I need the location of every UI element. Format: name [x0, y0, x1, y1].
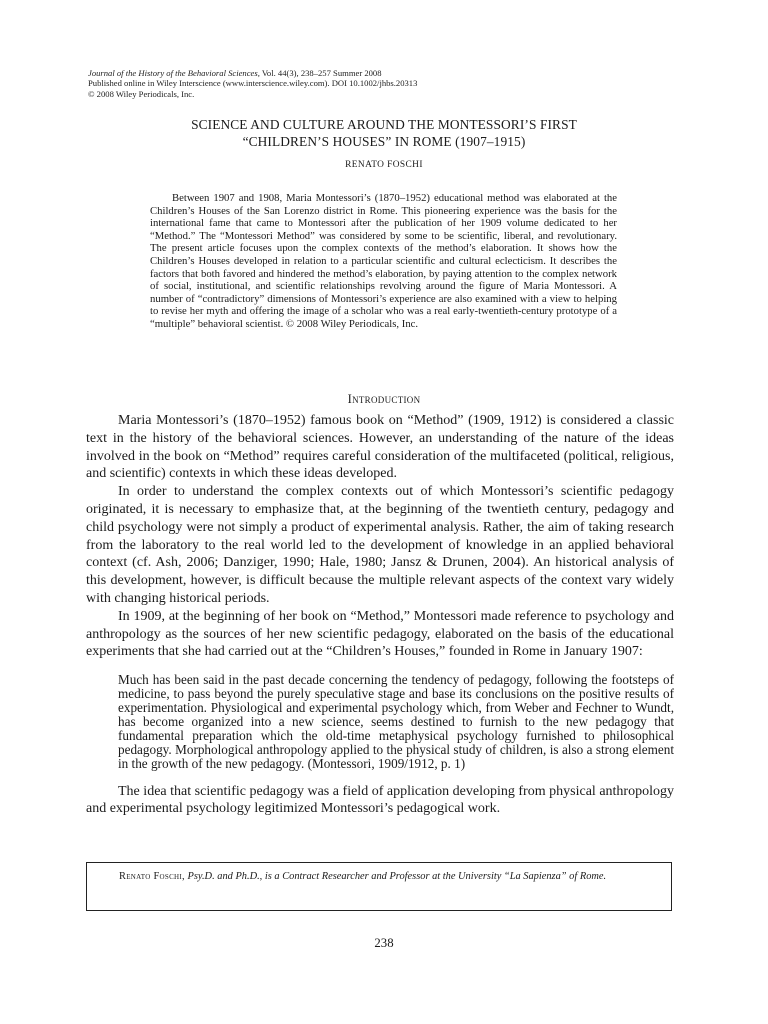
author-footnote	[86, 862, 672, 911]
section-heading: Introduction	[347, 392, 421, 406]
paragraph-1: Maria Montessori’s (1870–1952) famous book on “Method” (1909, 1912) is considered a classic text in the history of the behavioral sciences. However, an understanding of the nature of the ideas involved in the book on “Method” requires careful consideration of the multifaceted (political, religious, and scientific) contexts in which these ideas developed.	[86, 413, 674, 482]
journal-volume: Vol. 44(3), 238–257 Summer 2008	[259, 68, 382, 78]
author-name: RENATO FOSCHI	[345, 160, 423, 170]
copyright-line: © 2008 Wiley Periodicals, Inc.	[88, 88, 195, 99]
paragraph-3: In 1909, at the beginning of her book on “Method,” Montessori made reference to psychology and anthropology as the sources of her new scientific pedagogy, elaborated on the basis of the educational experiments that she had carried out at the “Children’s Houses,” founded in Rome in January 1907:	[86, 608, 674, 660]
journal-citation	[88, 68, 688, 78]
footnote-author-name: Renato Foschi,	[119, 871, 185, 882]
journal-header	[88, 68, 688, 99]
article-body	[86, 412, 674, 818]
paragraph-2: In order to understand the complex contexts out of which Montessori’s scientific pedagogy originated, it is necessary to emphasize that, at the beginning of the twentieth century, pedagogy and child psychology were not simply a product of experimental analysis. Rather, the aim of taking research from the laboratory to the real world led to the development of knowledge in an applied behavioral context (cf. Ash, 2006; Danziger, 1990; Hale, 1980; Jansz & Drunen, 2004). An historical analysis of this development, however, is difficult because the multiple relevant aspects of the context vary widely with changing historical periods.	[86, 484, 674, 606]
paragraph-4: The idea that scientific pedagogy was a field of application developing from physical anthropology and experimental psychology legitimized Montessori’s pedagogical work.	[86, 783, 674, 817]
article-title	[88, 117, 680, 150]
title-line-1: SCIENCE AND CULTURE AROUND THE MONTESSORI’S FIRST	[191, 117, 577, 132]
page-number: 238	[374, 936, 394, 950]
journal-name: Journal of the History of the Behavioral Sciences,	[88, 68, 260, 78]
footnote-text: Psy.D. and Ph.D., is a Contract Researcher and Professor at the University “La Sapienza” of Rome.	[184, 871, 607, 882]
abstract-text: Between 1907 and 1908, Maria Montessori’s (1870–1952) educational method was elaborated at the Children’s Houses of the San Lorenzo district in Rome. This pioneering experience was the basis for the international fame that came to Montessori after the publication of her 1909 volume dedicated to her “Method.” The “Montessori Method” was considered by some to be scientific, liberal, and revolutionary. The present article focuses upon the complex contexts of the method’s elaboration. It shows how the Children’s Houses developed in relation to a particular scientific and cultural eclecticism. It describes the factors that both favored and hindered the method’s elaboration, by paying attention to the complex network of social, institutional, and scientific relationships revolving around the figure of Maria Montessori. A number of “contradictory” dimensions of Montessori’s experience are also examined with a view to helping to revise her myth and offering the image of a scholar who was a real early-twentieth-century prototype of a “multiple” behavioral scientist. © 2008 Wiley Periodicals, Inc.	[150, 192, 617, 330]
abstract	[150, 192, 617, 331]
block-quote: Much has been said in the past decade concerning the tendency of pedagogy, following the footsteps of medicine, to pass beyond the purely speculative stage and base its conclusions on the positive results of experimentation. Physiological and experimental psychology which, from Weber and Fechner to Wundt, has become organized into a new science, seems destined to furnish to the new pedagogy that fundamental preparation which the old-time metaphysical psychology furnished to philosophical pedagogy. Morphological anthropology applied to the physical study of children, is also a strong element in the growth of the new pedagogy. (Montessori, 1909/1912, p. 1)	[118, 672, 674, 771]
title-line-2: “CHILDREN’S HOUSES” IN ROME (1907–1915)	[242, 133, 526, 149]
publication-info: Published online in Wiley Interscience (www.interscience.wiley.com). DOI 10.1002/jhbs.20313	[88, 78, 418, 89]
